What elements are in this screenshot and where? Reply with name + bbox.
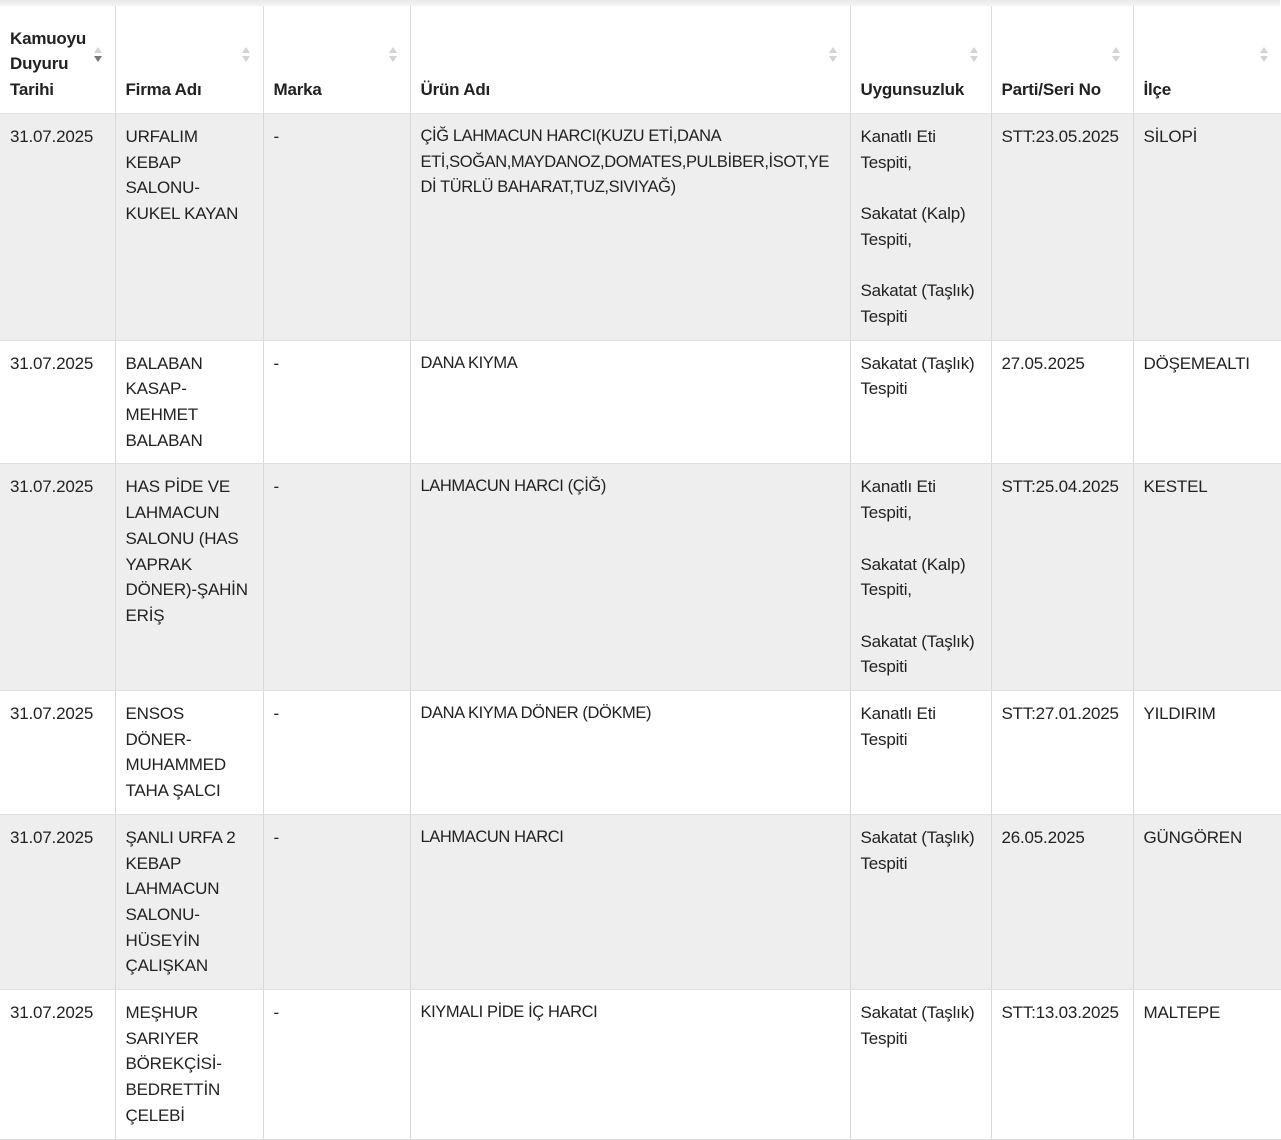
cell-date: 31.07.2025 [0,464,115,691]
sort-icon[interactable] [829,44,838,64]
cell-firm: URFALIM KEBAP SALONU-KUKEL KAYAN [115,114,263,341]
cell-issue [850,114,991,341]
column-header-brand[interactable] [263,6,410,114]
column-header-label: Firma Adı [125,79,202,99]
cell-date: 31.07.2025 [0,990,115,1140]
column-header-lot[interactable] [991,6,1133,114]
cell-issue [850,464,991,691]
cell-brand: - [263,990,410,1140]
issue-item: Sakatat (Taşlık) Tespiti [860,1003,975,1048]
column-header-label: Marka [273,79,322,99]
cell-issue [850,691,991,815]
cell-date: 31.07.2025 [0,691,115,815]
cell-product: DANA KIYMA [410,340,850,464]
cell-lot: 26.05.2025 [991,814,1133,989]
column-header-issue[interactable] [850,6,991,114]
issue-item: Sakatat (Taşlık) Tespiti [860,827,975,873]
cell-district: YILDIRIM [1133,691,1281,815]
cell-district: SİLOPİ [1133,114,1281,341]
header-row [0,6,1281,114]
table-row [0,464,1281,691]
recall-table [0,6,1281,1140]
cell-district: GÜNGÖREN [1133,814,1281,989]
cell-district: MALTEPE [1133,990,1281,1140]
table-row [0,814,1281,989]
table-row [0,990,1281,1140]
cell-brand: - [263,114,410,341]
cell-brand: - [263,691,410,815]
cell-date: 31.07.2025 [0,340,115,464]
cell-issue [850,340,991,464]
column-header-label: Parti/Seri No [1001,79,1101,99]
table-row [0,340,1281,464]
cell-firm: MEŞHUR SARIYER BÖREKÇİSİ-BEDRETTİN ÇELEBİ [115,990,263,1140]
cell-product: DANA KIYMA DÖNER (DÖKME) [410,691,850,815]
issue-item: Sakatat (Kalp) Tespiti, [860,204,966,249]
cell-brand: - [263,464,410,691]
sort-icon[interactable] [970,44,979,64]
cell-product: KIYMALI PİDE İÇ HARCI [410,990,850,1140]
column-header-label: Uygunsuzluk [860,79,965,99]
sort-icon[interactable] [1260,44,1269,64]
issue-item: Sakatat (Taşlık) Tespiti [860,353,975,399]
sort-descending-icon[interactable] [94,44,103,64]
cell-brand: - [263,340,410,464]
cell-district: DÖŞEMEALTI [1133,340,1281,464]
cell-issue [850,814,991,989]
column-header-district[interactable] [1133,6,1281,114]
issue-item: Kanatlı Eti Tespiti, [860,477,936,523]
issue-item: Sakatat (Taşlık) Tespiti [860,281,975,326]
column-header-product[interactable] [410,6,850,114]
cell-date: 31.07.2025 [0,114,115,341]
sort-icon[interactable] [1112,44,1121,64]
table-row [0,691,1281,815]
cell-product: LAHMACUN HARCI [410,814,850,989]
cell-firm: ENSOS DÖNER-MUHAMMED TAHA ŞALCI [115,691,263,815]
cell-product: LAHMACUN HARCI (ÇİĞ) [410,464,850,691]
cell-firm: BALABAN KASAP-MEHMET BALABAN [115,340,263,464]
sort-icon[interactable] [242,44,251,64]
column-header-firm[interactable] [115,6,263,114]
issue-item: Sakatat (Kalp) Tespiti, [860,554,966,600]
table-row [0,114,1281,341]
sort-icon[interactable] [389,44,398,64]
cell-lot: 27.05.2025 [991,340,1133,464]
column-header-label: Kamuoyu Duyuru Tarihi [10,28,87,99]
cell-lot: STT:23.05.2025 [991,114,1133,341]
cell-brand: - [263,814,410,989]
table-body [0,114,1281,1140]
column-header-date[interactable] [0,6,115,114]
cell-firm: HAS PİDE VE LAHMACUN SALONU (HAS YAPRAK DÖNER)-ŞAHİN ERİŞ [115,464,263,691]
cell-date: 31.07.2025 [0,814,115,989]
issue-item: Kanatlı Eti Tespiti, [860,127,936,172]
issue-item: Kanatlı Eti Tespiti [860,704,936,749]
cell-lot: STT:13.03.2025 [991,990,1133,1140]
cell-issue [850,990,991,1140]
column-header-label: Ürün Adı [420,79,491,99]
cell-lot: STT:27.01.2025 [991,691,1133,815]
column-header-label: İlçe [1143,79,1172,99]
issue-item: Sakatat (Taşlık) Tespiti [860,631,975,677]
cell-firm: ŞANLI URFA 2 KEBAP LAHMACUN SALONU-HÜSEYİN ÇALIŞKAN [115,814,263,989]
cell-lot: STT:25.04.2025 [991,464,1133,691]
cell-district: KESTEL [1133,464,1281,691]
cell-product: ÇİĞ LAHMACUN HARCI(KUZU ETİ,DANA ETİ,SOĞAN,MAYDANOZ,DOMATES,PULBİBER,İSOT,YEDİ TÜRLÜ BAHARAT,TUZ,SIVIYAĞ) [410,114,850,341]
